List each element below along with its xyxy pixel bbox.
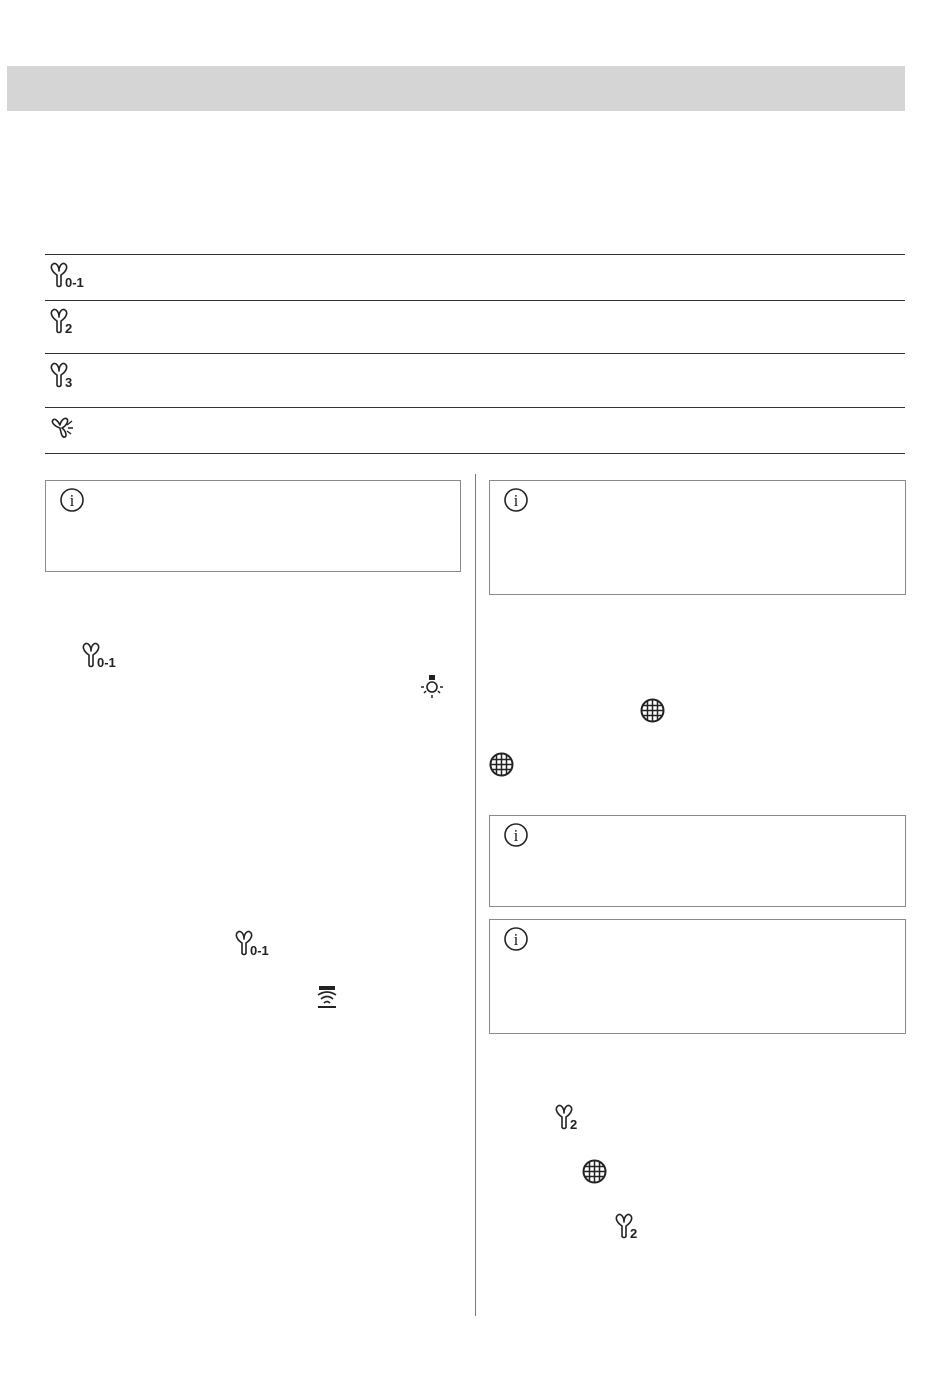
fan-speed-0-1-icon — [233, 930, 279, 958]
fan-speed-2-icon — [553, 1104, 583, 1132]
svg-text:0-1: 0-1 — [97, 655, 116, 670]
svg-text:i: i — [513, 930, 519, 949]
info-note-box — [45, 480, 461, 572]
fan-speed-3-subscript: 3 — [65, 375, 73, 390]
column-divider — [475, 474, 476, 1316]
fan-speed-2-icon — [48, 308, 78, 336]
svg-text:2: 2 — [570, 1117, 578, 1132]
svg-text:2: 2 — [630, 1226, 638, 1241]
fan-intensive-icon — [48, 416, 78, 444]
info-icon — [60, 488, 84, 512]
fan-speed-2-subscript: 2 — [65, 321, 73, 336]
table-rule — [45, 453, 905, 454]
grease-filter-icon — [582, 1159, 607, 1184]
svg-text:i: i — [513, 826, 519, 845]
table-rule — [45, 300, 905, 301]
fan-speed-0-1-subscript: 0-1 — [65, 275, 84, 290]
grease-filter-icon — [489, 752, 514, 777]
svg-text:0-1: 0-1 — [250, 943, 269, 958]
table-rule — [45, 407, 905, 408]
info-icon — [504, 823, 528, 847]
info-note-box — [489, 919, 906, 1034]
table-rule — [45, 254, 905, 255]
table-rule — [45, 353, 905, 354]
grease-filter-icon — [640, 698, 665, 723]
hob-connection-icon — [316, 985, 338, 1009]
info-icon — [504, 927, 528, 951]
fan-speed-2-icon — [613, 1213, 643, 1241]
info-icon — [504, 488, 528, 512]
svg-text:i: i — [513, 491, 519, 510]
info-note-box — [489, 815, 906, 907]
fan-speed-3-icon — [48, 362, 78, 390]
svg-text:i: i — [69, 491, 75, 510]
fan-speed-0-1-icon — [80, 642, 126, 670]
light-icon — [419, 674, 445, 700]
info-note-box — [489, 480, 906, 595]
section-header-bar — [7, 66, 905, 111]
fan-speed-0-1-icon — [48, 262, 94, 290]
